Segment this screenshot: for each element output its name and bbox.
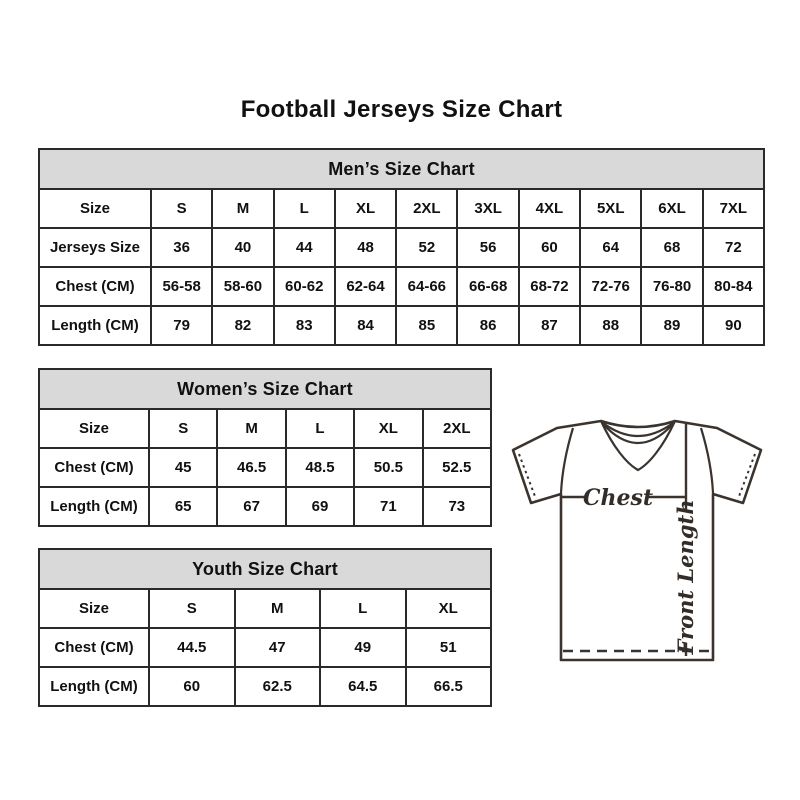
value-cell: 2XL xyxy=(396,189,457,228)
row-header-cell: Length (CM) xyxy=(39,667,149,706)
value-cell: 68-72 xyxy=(519,267,580,306)
value-cell: 44.5 xyxy=(149,628,235,667)
jersey-diagram xyxy=(505,413,773,665)
value-cell: 69 xyxy=(286,487,354,526)
value-cell: S xyxy=(151,189,212,228)
table-row xyxy=(39,589,491,628)
value-cell: 48.5 xyxy=(286,448,354,487)
value-cell: 60 xyxy=(149,667,235,706)
value-cell: M xyxy=(235,589,321,628)
value-cell: XL xyxy=(354,409,422,448)
table-row xyxy=(39,228,764,267)
table-title: Men’s Size Chart xyxy=(39,149,764,189)
value-cell: 68 xyxy=(641,228,702,267)
youth-size-chart-section xyxy=(38,548,492,707)
table-row xyxy=(39,267,764,306)
value-cell: 45 xyxy=(149,448,217,487)
value-cell: 60-62 xyxy=(274,267,335,306)
table-title-row xyxy=(39,369,491,409)
mens-size-table xyxy=(38,148,765,346)
value-cell: XL xyxy=(406,589,492,628)
value-cell: 4XL xyxy=(519,189,580,228)
youth-size-table xyxy=(38,548,492,707)
value-cell: 87 xyxy=(519,306,580,345)
value-cell: 82 xyxy=(212,306,273,345)
row-header-cell: Size xyxy=(39,409,149,448)
value-cell: 2XL xyxy=(423,409,491,448)
row-header-cell: Size xyxy=(39,589,149,628)
table-title: Women’s Size Chart xyxy=(39,369,491,409)
value-cell: 64-66 xyxy=(396,267,457,306)
value-cell: 47 xyxy=(235,628,321,667)
value-cell: 89 xyxy=(641,306,702,345)
jersey-outline-shape xyxy=(513,421,761,660)
value-cell: 73 xyxy=(423,487,491,526)
page-title: Football Jerseys Size Chart xyxy=(240,96,563,123)
value-cell: 76-80 xyxy=(641,267,702,306)
value-cell: 64 xyxy=(580,228,641,267)
row-header-cell: Jerseys Size xyxy=(39,228,151,267)
value-cell: 86 xyxy=(457,306,518,345)
table-row xyxy=(39,189,764,228)
value-cell: 67 xyxy=(217,487,285,526)
row-header-cell: Length (CM) xyxy=(39,306,151,345)
value-cell: 66.5 xyxy=(406,667,492,706)
value-cell: 72-76 xyxy=(580,267,641,306)
value-cell: 56-58 xyxy=(151,267,212,306)
value-cell: 84 xyxy=(335,306,396,345)
value-cell: 80-84 xyxy=(703,267,764,306)
front-length-label: Front Length xyxy=(673,499,698,655)
value-cell: 36 xyxy=(151,228,212,267)
value-cell: 90 xyxy=(703,306,764,345)
value-cell: 72 xyxy=(703,228,764,267)
womens-size-chart-section xyxy=(38,368,492,527)
table-title-row xyxy=(39,549,491,589)
value-cell: 48 xyxy=(335,228,396,267)
table-row xyxy=(39,448,491,487)
value-cell: 58-60 xyxy=(212,267,273,306)
table-row xyxy=(39,409,491,448)
value-cell: S xyxy=(149,589,235,628)
value-cell: M xyxy=(217,409,285,448)
value-cell: L xyxy=(274,189,335,228)
row-header-cell: Length (CM) xyxy=(39,487,149,526)
value-cell: 52 xyxy=(396,228,457,267)
table-row xyxy=(39,487,491,526)
value-cell: 50.5 xyxy=(354,448,422,487)
value-cell: 71 xyxy=(354,487,422,526)
row-header-cell: Chest (CM) xyxy=(39,628,149,667)
table-row xyxy=(39,628,491,667)
value-cell: 62-64 xyxy=(335,267,396,306)
table-row xyxy=(39,667,491,706)
value-cell: 65 xyxy=(149,487,217,526)
table-row xyxy=(39,306,764,345)
womens-size-table xyxy=(38,368,492,527)
value-cell: 5XL xyxy=(580,189,641,228)
value-cell: 7XL xyxy=(703,189,764,228)
value-cell: XL xyxy=(335,189,396,228)
value-cell: 79 xyxy=(151,306,212,345)
value-cell: 44 xyxy=(274,228,335,267)
value-cell: 60 xyxy=(519,228,580,267)
value-cell: L xyxy=(320,589,406,628)
row-header-cell: Chest (CM) xyxy=(39,448,149,487)
value-cell: 6XL xyxy=(641,189,702,228)
value-cell: 51 xyxy=(406,628,492,667)
value-cell: M xyxy=(212,189,273,228)
value-cell: 52.5 xyxy=(423,448,491,487)
value-cell: 40 xyxy=(212,228,273,267)
value-cell: S xyxy=(149,409,217,448)
table-title: Youth Size Chart xyxy=(39,549,491,589)
value-cell: 85 xyxy=(396,306,457,345)
value-cell: 66-68 xyxy=(457,267,518,306)
value-cell: 56 xyxy=(457,228,518,267)
value-cell: 88 xyxy=(580,306,641,345)
table-title-row xyxy=(39,149,764,189)
value-cell: 49 xyxy=(320,628,406,667)
row-header-cell: Size xyxy=(39,189,151,228)
row-header-cell: Chest (CM) xyxy=(39,267,151,306)
value-cell: 83 xyxy=(274,306,335,345)
value-cell: L xyxy=(286,409,354,448)
mens-size-chart-section xyxy=(38,148,765,346)
chest-label: Chest xyxy=(582,485,654,511)
value-cell: 64.5 xyxy=(320,667,406,706)
value-cell: 3XL xyxy=(457,189,518,228)
value-cell: 62.5 xyxy=(235,667,321,706)
value-cell: 46.5 xyxy=(217,448,285,487)
